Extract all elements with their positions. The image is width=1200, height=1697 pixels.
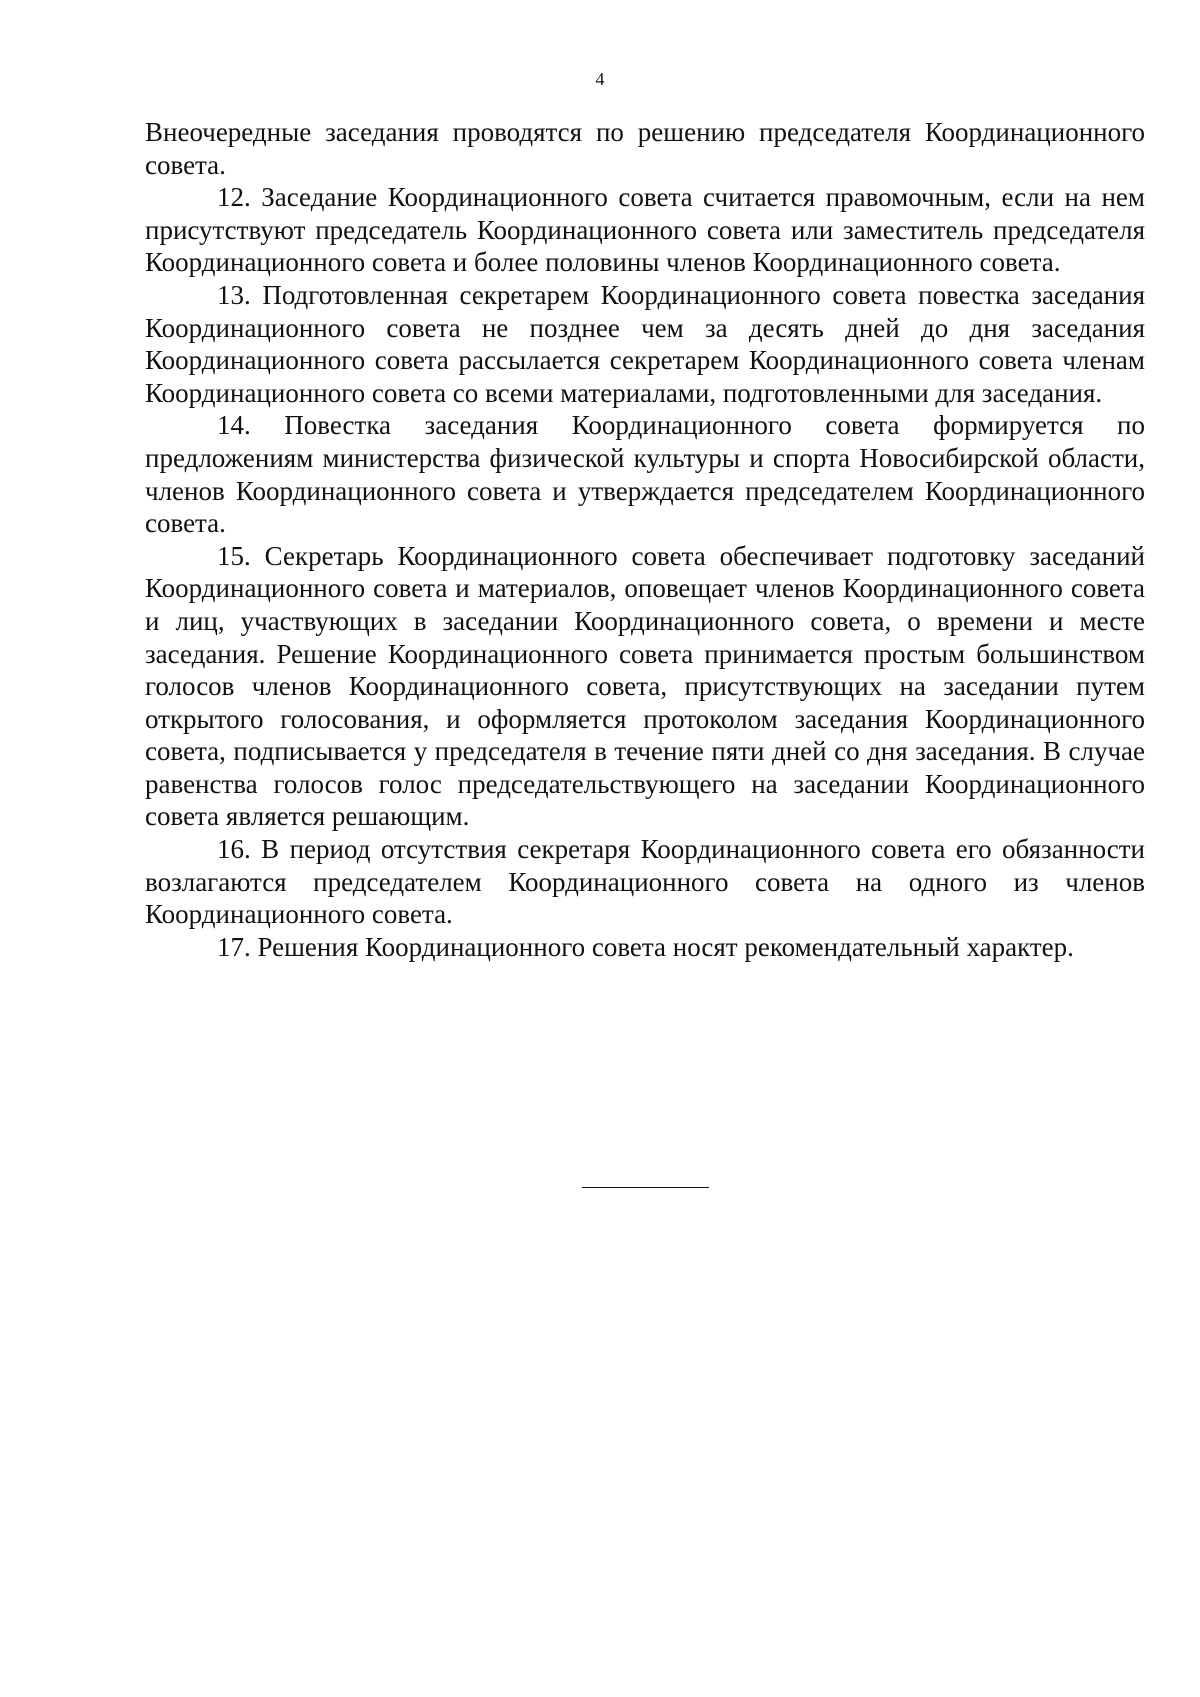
- document-body: [145, 116, 1145, 963]
- paragraph-17: 17. Решения Координационного совета носят рекомендательный характер.: [217, 931, 1074, 962]
- end-of-document-rule: [582, 1187, 709, 1188]
- paragraph-15: 15. Секретарь Координационного совета обеспечивает подготовку заседаний Координационного совета и материалов, оповещает членов Координационного совета и лиц, участвующих в заседании Координационного совета, о времени и месте заседания. Решение Координационного совета принимается простым большинством голосов членов Координационного совета, присутствующих на заседании путем открытого голосования, и оформляется протоколом заседания Координационного совета, подписывается у председателя в течение пяти дней со дня заседания. В случае равенства голосов голос председательствующего на заседании Координационного совета является решающим.: [145, 540, 1145, 832]
- paragraph-12: 12. Заседание Координационного совета считается правомочным, если на нем присутствуют председатель Координационного совета или заместитель председателя Координационного совета и более половины членов Координационного совета.: [145, 182, 1145, 278]
- paragraph-13: 13. Подготовленная секретарем Координационного совета повестка заседания Координационного совета не позднее чем за десять дней до дня заседания Координационного совета рассылается секретарем Координационного совета членам Координационного совета со всеми материалами, подготовленными для заседания.: [145, 279, 1145, 408]
- paragraph-16: 16. В период отсутствия секретаря Координационного совета его обязанности возлагаются председателем Координационного совета на одного из членов Координационного совета.: [145, 834, 1145, 930]
- page-number: 4: [595, 69, 605, 89]
- paragraph-14: 14. Повестка заседания Координационного совета формируется по предложениям министерства физической культуры и спорта Новосибирской области, членов Координационного совета и утверждается председателем Координационного совета.: [145, 410, 1145, 539]
- paragraph-11-continuation: Внеочередные заседания проводятся по решению председателя Координационного совета.: [145, 117, 1145, 180]
